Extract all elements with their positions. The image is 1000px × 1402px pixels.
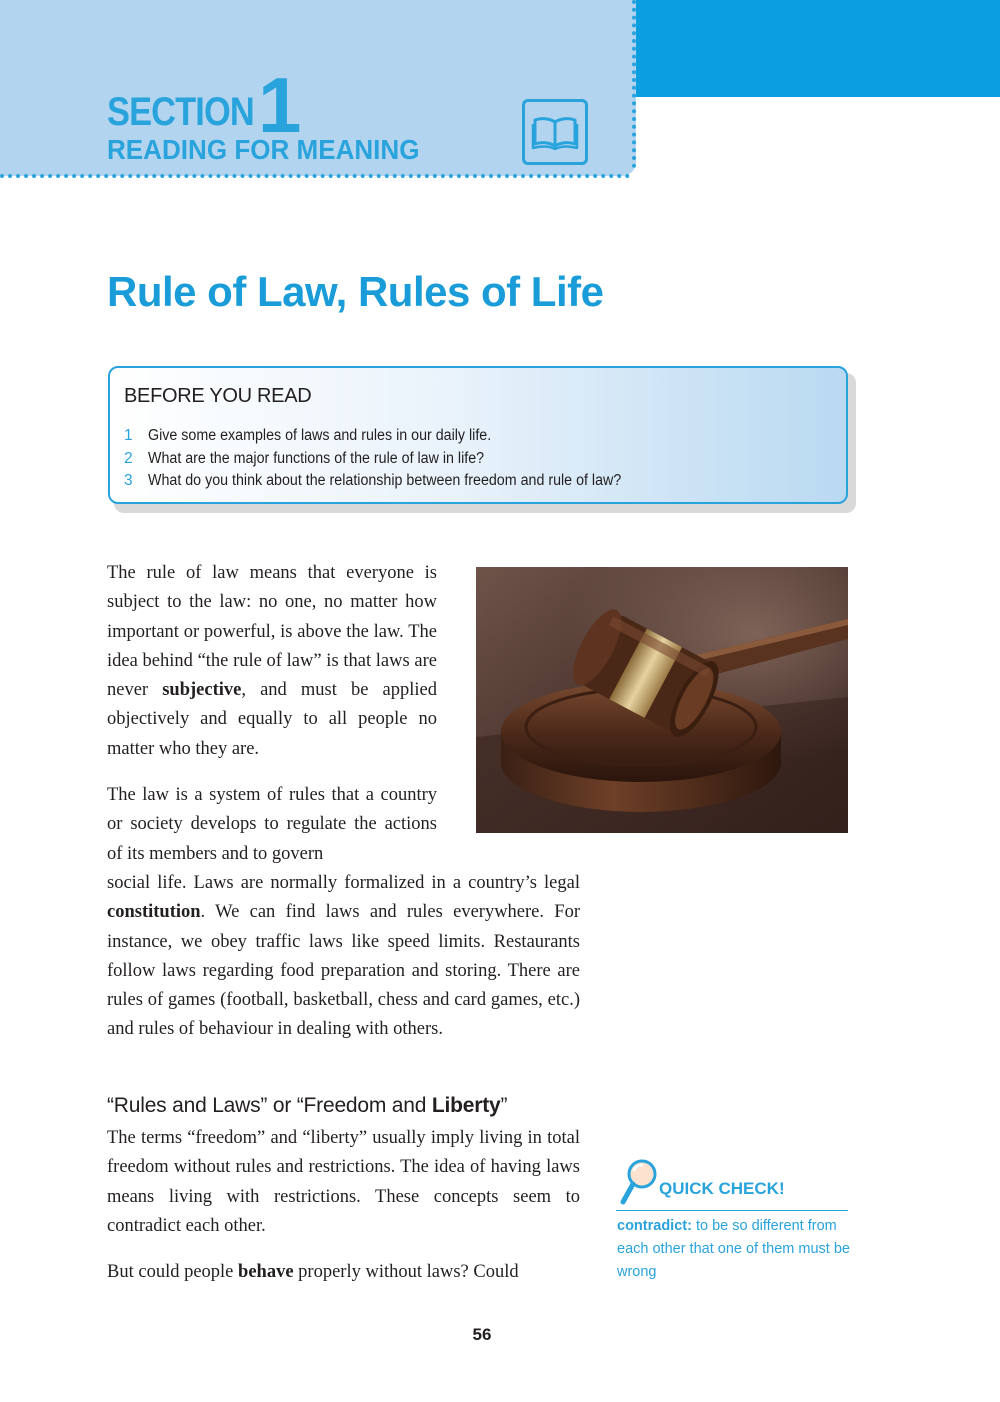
quick-check-definition xyxy=(617,1215,853,1284)
header-accent-bar xyxy=(636,0,1000,97)
quick-check-title: QUICK CHECK! xyxy=(659,1179,785,1198)
bold-term: behave xyxy=(238,1262,294,1282)
question-number: 2 xyxy=(124,449,133,467)
question-text: Give some examples of laws and rules in our daily life. xyxy=(148,427,492,444)
subheading-text: ” xyxy=(500,1094,508,1117)
question-text: What are the major functions of the rule of law in life? xyxy=(148,449,485,467)
paragraph-law-system-continued xyxy=(107,869,580,1045)
paragraph-text: But could people xyxy=(107,1262,239,1282)
before-you-read-box xyxy=(108,366,848,504)
bold-term: constitution xyxy=(107,902,201,923)
question-item xyxy=(124,425,824,448)
quick-check-divider xyxy=(616,1210,848,1211)
paragraph-text: properly without laws? Could xyxy=(293,1262,519,1282)
quick-check-term: contradict: xyxy=(617,1218,692,1234)
bold-term: subjective xyxy=(162,680,242,701)
paragraph-rule-of-law xyxy=(107,559,437,764)
question-item xyxy=(124,470,824,493)
paragraph-behave xyxy=(107,1258,580,1287)
paragraph-text: , and must be applied objectively and equally to all people no matter who they are. xyxy=(107,680,437,759)
header-dotted-border xyxy=(0,174,630,178)
question-number: 1 xyxy=(124,427,133,444)
question-item xyxy=(124,448,824,471)
section-number: 1 xyxy=(258,61,302,149)
bold-term: Liberty xyxy=(431,1094,501,1117)
paragraph-text: The rule of law means that everyone is subject to the law: no one, no matter how important or powerful, is above the law. The idea behind “the rule of law” is that laws are never xyxy=(107,563,437,701)
paragraph-text: . We can find laws and rules everywhere. For instance, we obey traffic laws like speed limits. Restaurants follow laws regarding food preparation and storing. There are rules of games (football, basketball, chess and card games, etc.) and rules of behaviour in dealing with others. xyxy=(107,902,580,1040)
quick-check-definition-text: to be so different from each other that one of them must be wrong xyxy=(617,1218,850,1280)
gavel-photo xyxy=(476,567,848,833)
subheading-text: “Rules and Laws” or “Freedom and xyxy=(107,1094,432,1117)
book-icon xyxy=(522,99,588,165)
paragraph-freedom-liberty: The terms “freedom” and “liberty” usually imply living in total freedom without rules and restrictions. The idea of having laws means living with restrictions. These concepts seem to contradict each other. xyxy=(107,1128,580,1236)
section-subtitle: READING FOR MEANING xyxy=(107,134,420,165)
question-text: What do you think about the relationship between freedom and rule of law? xyxy=(148,472,622,489)
subheading-rules-and-laws xyxy=(107,1093,507,1119)
before-you-read-heading: BEFORE YOU READ xyxy=(124,385,312,407)
section-label: SECTION xyxy=(107,90,254,134)
question-number: 3 xyxy=(124,472,133,489)
before-you-read-list xyxy=(124,425,824,493)
page-number: 56 xyxy=(472,1325,492,1344)
magnifier-icon xyxy=(620,1158,660,1206)
paragraph-text: social life. Laws are normally formalized in a country’s legal xyxy=(107,873,580,893)
paragraph-law-system: The law is a system of rules that a country or society develops to regulate the actions of its members and to govern xyxy=(107,785,437,864)
page-title: Rule of Law, Rules of Life xyxy=(107,268,604,315)
